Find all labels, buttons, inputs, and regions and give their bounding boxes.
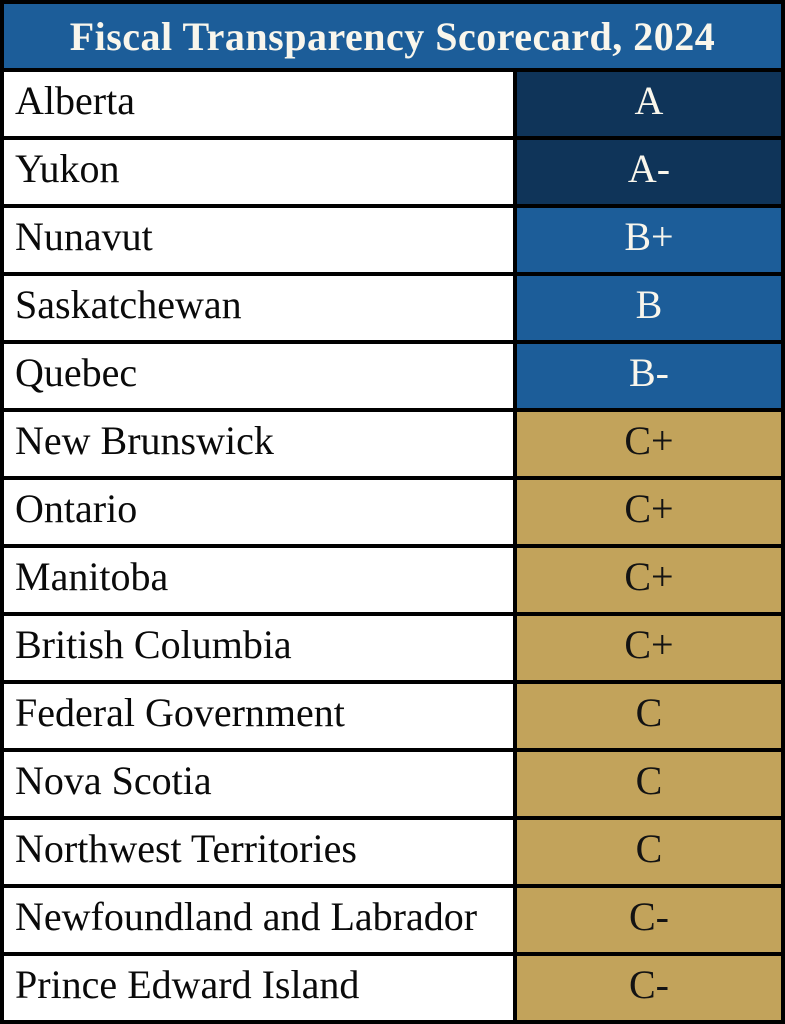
jurisdiction-cell: Nunavut	[4, 208, 513, 272]
grade-cell: B	[517, 276, 781, 340]
jurisdiction-cell: Yukon	[4, 140, 513, 204]
grade-cell: B+	[517, 208, 781, 272]
table-row	[4, 344, 781, 408]
grade-cell: B-	[517, 344, 781, 408]
table-row	[4, 684, 781, 748]
table-row	[4, 208, 781, 272]
table-row	[4, 820, 781, 884]
grade-cell: A	[517, 72, 781, 136]
jurisdiction-cell: Newfoundland and Labrador	[4, 888, 513, 952]
table-row	[4, 480, 781, 544]
jurisdiction-cell: British Columbia	[4, 616, 513, 680]
jurisdiction-cell: Quebec	[4, 344, 513, 408]
grade-cell: C+	[517, 616, 781, 680]
table-row	[4, 956, 781, 1020]
grade-cell: C+	[517, 548, 781, 612]
table-row	[4, 752, 781, 816]
table-row	[4, 548, 781, 612]
table-row	[4, 72, 781, 136]
grade-cell: C	[517, 752, 781, 816]
grade-cell: A-	[517, 140, 781, 204]
grade-cell: C-	[517, 888, 781, 952]
jurisdiction-cell: New Brunswick	[4, 412, 513, 476]
jurisdiction-cell: Manitoba	[4, 548, 513, 612]
jurisdiction-cell: Saskatchewan	[4, 276, 513, 340]
jurisdiction-cell: Northwest Territories	[4, 820, 513, 884]
grade-cell: C+	[517, 412, 781, 476]
jurisdiction-cell: Ontario	[4, 480, 513, 544]
table-title: Fiscal Transparency Scorecard, 2024	[4, 4, 781, 68]
jurisdiction-cell: Alberta	[4, 72, 513, 136]
jurisdiction-cell: Federal Government	[4, 684, 513, 748]
grade-cell: C+	[517, 480, 781, 544]
table-row	[4, 140, 781, 204]
table-row	[4, 616, 781, 680]
table-row	[4, 276, 781, 340]
jurisdiction-cell: Nova Scotia	[4, 752, 513, 816]
table-row	[4, 412, 781, 476]
grade-cell: C	[517, 684, 781, 748]
grade-cell: C	[517, 820, 781, 884]
jurisdiction-cell: Prince Edward Island	[4, 956, 513, 1020]
grade-cell: C-	[517, 956, 781, 1020]
table-row	[4, 888, 781, 952]
